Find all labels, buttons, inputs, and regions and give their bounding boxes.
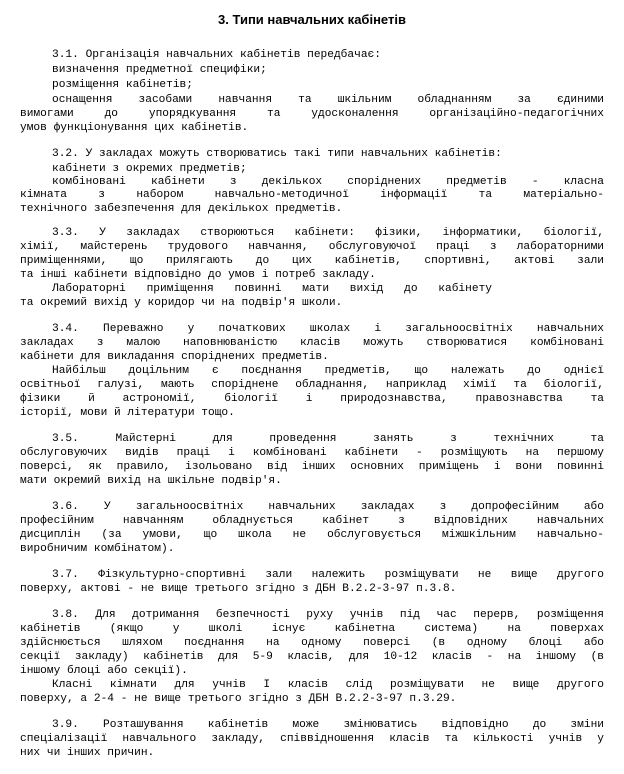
text-line: умов функціонування цих кабінетів. [20, 122, 249, 134]
text-line: професійним навчанням обладнується кабінет з відповідних навчальних [20, 515, 604, 527]
text-line: оснащення засобами навчання та шкільним обладнанням за єдиними [52, 94, 604, 106]
text-line: секції закладу) кабінетів для 5-9 класів, для 10-12 класів - на іншому (в [20, 651, 604, 663]
text-line: вимогами до упорядкування та удосконалення організаційно-педагогічних [20, 108, 604, 120]
text-line: них чи інших причин. [20, 747, 155, 759]
text-line: 3.2. У закладах можуть створюватись такі типи навчальних кабінетів: [52, 148, 502, 160]
text-line: кімната з набором навчально-методичної інформації та матеріально- [20, 189, 604, 201]
section-title: 3. Типи навчальних кабінетів [218, 12, 406, 27]
text-line: закладах з малою наповнюваністю класів можуть створюватися комбіновані [20, 337, 604, 349]
text-line: приміщеннями, що прилягають до цих кабінетів, спортивні, актові зали [20, 255, 604, 267]
text-line: кабінетів (якщо у школі існує кабінетна система) на поверхах [20, 623, 604, 635]
text-line: поверху, актові - не вище третього згідно з ДБН В.2.2-3-97 п.3.8. [20, 583, 457, 595]
text-line: 3.1. Організація навчальних кабінетів передбачає: [52, 49, 381, 61]
text-line: Лабораторні приміщення повинні мати вихід до кабінету [52, 283, 492, 295]
text-line: 3.8. Для дотримання безпечності руху учнів під час перерв, розміщення [52, 609, 604, 621]
text-line: виробничим комбінатом). [20, 543, 175, 555]
text-line: Класні кімнати для учнів I класів слід розміщувати не вище другого [52, 679, 604, 691]
text-line: дисциплін (за умови, що школа не обслуговується міжшкільним навчально- [20, 529, 604, 541]
text-line: обслуговуючих видів праці і комбіновані кабінети - розміщують на першому [20, 447, 604, 459]
text-line: освітньої галузі, мають споріднене обладнання, наприклад хімії та біології, [20, 379, 604, 391]
text-line: Найбільш доцільним є поєднання предметів, що належать до однієї [52, 365, 604, 377]
text-line: 3.6. У загальноосвітніх навчальних закладах з допрофесійним або [52, 501, 604, 513]
text-line: 3.4. Переважно у початкових школах і загальноосвітніх навчальних [52, 323, 604, 335]
text-line: іншому блоці або секції). [20, 665, 188, 677]
text-line: поверсі, як правило, ізольовано від інших основних приміщень і вони повинні [20, 461, 604, 473]
text-line: визначення предметної специфіки; [52, 64, 267, 76]
text-line: 3.5. Майстерні для проведення занять з технічних та [52, 433, 604, 445]
text-line: кабінети з окремих предметів; [52, 163, 247, 175]
text-line: 3.9. Розташування кабінетів може змінюватись відповідно до зміни [52, 719, 604, 731]
text-line: технічного забезпечення для декількох предметів. [20, 203, 343, 215]
text-line: та інші кабінети відповідно до умов і потреб закладу. [20, 269, 376, 281]
text-line: спеціалізації навчального закладу, співвідношення класів та кількості учнів у [20, 733, 604, 745]
text-line: кабінети для викладання споріднених предметів. [20, 351, 329, 363]
text-line: розміщення кабінетів; [52, 79, 193, 91]
text-line: фізики й астрономії, біології і природознавства, правознавства та [20, 393, 604, 405]
text-line: комбіновані кабінети з декількох споріднених предметів - класна [52, 176, 604, 188]
text-line: 3.3. У закладах створюються кабінети: фізики, інформатики, біології, [52, 227, 604, 239]
text-line: поверху, а 2-4 - не вище третього згідно з ДБН В.2.2-3-97 п.3.29. [20, 693, 457, 705]
text-line: хімії, майстерень трудового навчання, обслуговуючої праці з лабораторними [20, 241, 604, 253]
text-line: 3.7. Фізкультурно-спортивні зали належить розміщувати не вище другого [52, 569, 604, 581]
text-line: здійснюється шляхом поєднання на одному поверсі (в одному блоці або [20, 637, 604, 649]
text-line: мати окремий вихід на шкільне подвір'я. [20, 475, 282, 487]
text-line: історії, мови й літератури тощо. [20, 407, 235, 419]
text-line: та окремий вихід у коридор чи на подвір'я школи. [20, 297, 343, 309]
